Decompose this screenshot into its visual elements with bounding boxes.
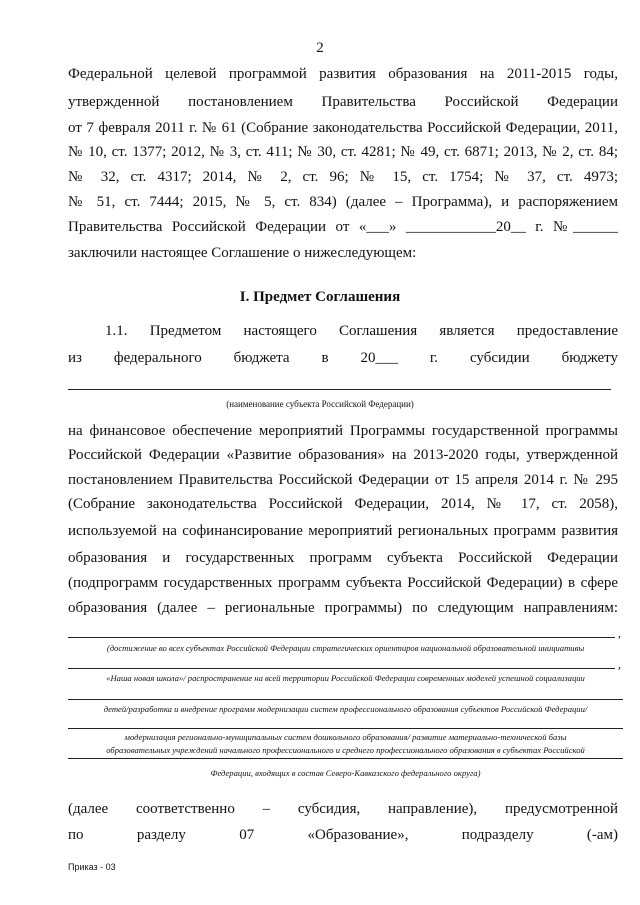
fill-in-line xyxy=(68,728,623,729)
section-heading: I. Предмет Соглашения xyxy=(239,289,401,305)
paragraph-line: Российской Федерации «Развитие образования» на 2013-2020 годы, утвержденной xyxy=(68,447,618,463)
field-caption: (наименование субъекта Российской Федерации) xyxy=(226,399,414,409)
paragraph-line: № 32, ст. 4317; 2014, № 2, ст. 96; № 15, ст. 1754; № 37, ст. 4973; xyxy=(68,169,618,185)
page-number: 2 xyxy=(316,40,324,56)
direction-caption: (достижение во всех субъектах Российской Федерации стратегических ориентиров национальной образовательной инициативы xyxy=(106,643,585,653)
footer-label: Приказ - 03 xyxy=(68,862,116,872)
fill-in-line xyxy=(68,758,623,759)
direction-caption: детей/разработка и внедрение программ модернизации систем профессионального образования субъектов Российской Федерации/ xyxy=(103,704,588,714)
paragraph-line: (подпрограмм государственных программ субъекта Российской Федерации) в сфере xyxy=(68,575,618,591)
paragraph-line: используемой на софинансирование мероприятий региональных программ развития xyxy=(68,523,618,539)
paragraph-line: образования (далее – региональные программы) по следующим направлениям: xyxy=(68,600,618,616)
line-comma: , xyxy=(618,657,621,671)
paragraph-line: на финансовое обеспечение мероприятий Программы государственной программы xyxy=(68,423,618,439)
paragraph-line: (Собрание законодательства Российской Федерации, 2014, № 17, ст. 2058), xyxy=(68,496,618,512)
clause-line: 1.1. Предметом настоящего Соглашения является предоставление xyxy=(105,323,618,339)
direction-caption: «Наша новая школа»/ распространение на всей территории Российской Федерации современных моделей успешной социализации xyxy=(106,673,585,683)
paragraph-line: утвержденной постановлением Правительства Российской Федерации xyxy=(68,94,618,110)
paragraph-line: Правительства Российской Федерации от «___» ____________20__ г. №______ xyxy=(68,219,618,235)
clause-line: из федерального бюджета в 20___ г. субсидии бюджету xyxy=(68,350,618,366)
direction-caption: модернизация регионально-муниципальных систем дошкольного образования/ развитие материально-технической базы xyxy=(124,732,567,742)
paragraph-line: Федеральной целевой программой развития образования на 2011-2015 годы, xyxy=(68,66,618,82)
direction-caption: Федерации, входящих в состав Северо-Кавказского федерального округа) xyxy=(210,768,481,778)
paragraph-line: № 10, ст. 1377; 2012, № 3, ст. 411; № 30, ст. 4281; № 49, ст. 6871; 2013, № 2, ст. 84; xyxy=(68,144,618,160)
fill-in-line xyxy=(68,637,615,638)
paragraph-line: по разделу 07 «Образование», подразделу (-ам) xyxy=(68,827,618,843)
direction-caption: образовательных учреждений начального профессионального и среднего профессионального образования в субъектах Российской xyxy=(106,745,585,755)
fill-in-line xyxy=(68,668,615,669)
paragraph-line: от 7 февраля 2011 г. № 61 (Собрание законодательства Российской Федерации, 2011, xyxy=(68,120,618,136)
paragraph-line: (далее соответственно – субсидия, направление), предусмотренной xyxy=(68,801,618,817)
fill-in-line xyxy=(68,699,623,700)
paragraph-line: образования и государственных программ субъекта Российской Федерации xyxy=(68,550,618,566)
paragraph-line: заключили настоящее Соглашение о нижеследующем: xyxy=(68,245,417,261)
line-comma: , xyxy=(618,626,621,640)
paragraph-line: № 51, ст. 7444; 2015, № 5, ст. 834) (далее – Программа), и распоряжением xyxy=(68,194,618,210)
fill-in-line xyxy=(68,389,611,390)
paragraph-line: постановлением Правительства Российской Федерации от 15 апреля 2014 г. № 295 xyxy=(68,472,618,488)
